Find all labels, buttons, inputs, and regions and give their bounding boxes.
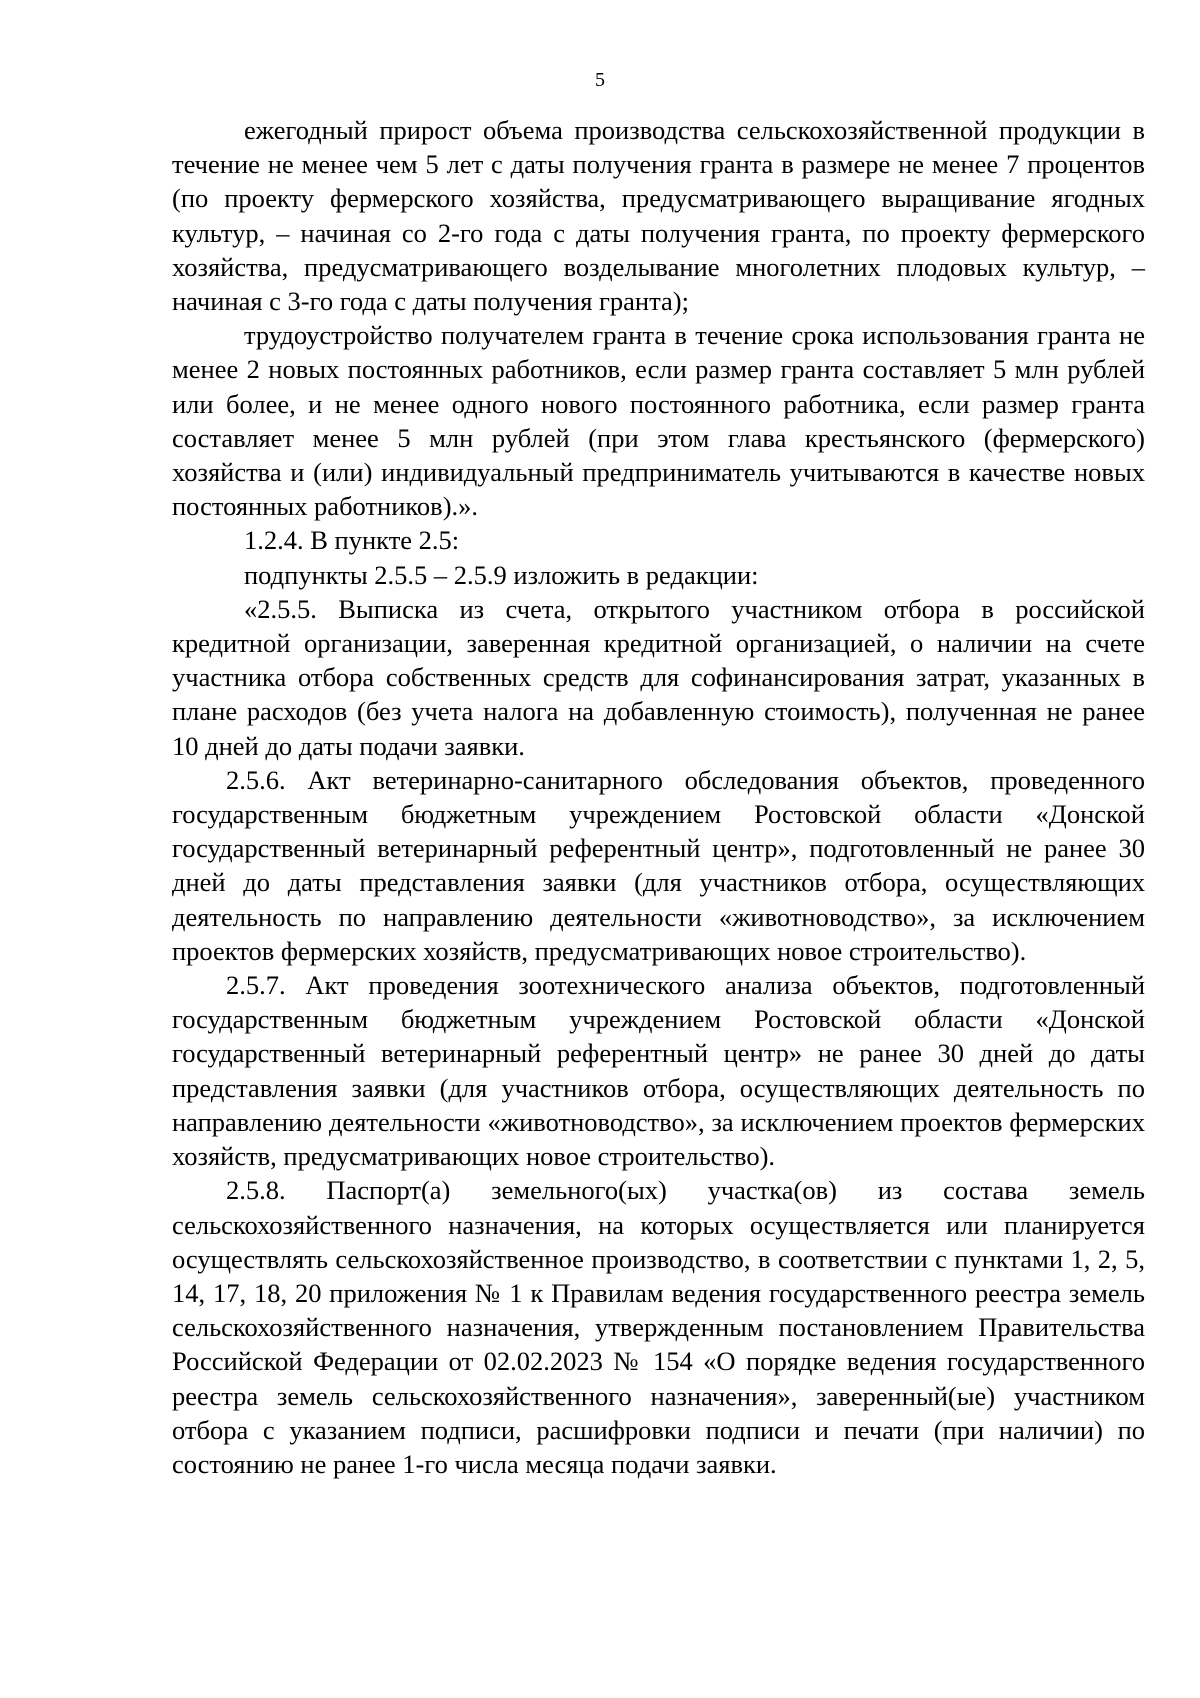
paragraph-clause-2-5-6: 2.5.6. Акт ветеринарно-санитарного обследования объектов, проведенного государственным бюджетным учреждением Ростовской области «Донской государственный ветеринарный референтный центр», подготовленный не ранее 30 дней до даты представления заявки (для участников отбора, осуществляющих деятельность по направлению деятельности «животноводство», за исключением проектов фермерских хозяйств, предусматривающих новое строительство).	[172, 764, 1145, 966]
paragraph-clause-2-5-7: 2.5.7. Акт проведения зоотехнического анализа объектов, подготовленный государственным бюджетным учреждением Ростовской области «Донской государственный ветеринарный референтный центр» не ранее 30 дней до даты представления заявки (для участников отбора, осуществляющих деятельность по направлению деятельности «животноводство», за исключением проектов фермерских хозяйств, предусматривающих новое строительство).	[172, 970, 1145, 1172]
page-number: 5	[595, 69, 605, 91]
document-body	[172, 113, 1145, 1481]
paragraph-clause-2-5-5: «2.5.5. Выписка из счета, открытого участником отбора в российской кредитной организации, заверенная кредитной организацией, о наличии на счете участника отбора собственных средств для софинансирования затрат, указанных в плане расходов (без учета налога на добавленную стоимость), полученная не ранее 10 дней до даты подачи заявки.	[172, 593, 1145, 761]
paragraph-subclauses-intro: подпункты 2.5.5 – 2.5.9 изложить в редакции:	[244, 559, 759, 590]
paragraph-clause-2-5-8: 2.5.8. Паспорт(а) земельного(ых) участка(ов) из состава земель сельскохозяйственного назначения, на которых осуществляется или планируется осуществлять сельскохозяйственное производство, в соответствии с пунктами 1, 2, 5, 14, 17, 18, 20 приложения № 1 к Правилам ведения государственного реестра земель сельскохозяйственного назначения, утвержденным постановлением Правительства Российской Федерации от 02.02.2023 № 154 «О порядке ведения государственного реестра земель сельскохозяйственного назначения», заверенный(ые) участником отбора с указанием подписи, расшифровки подписи и печати (при наличии) по состоянию не ранее 1-го числа месяца подачи заявки.	[172, 1175, 1145, 1479]
paragraph-production-growth: ежегодный прирост объема производства сельскохозяйственной продукции в течение не менее чем 5 лет с даты получения гранта в размере не менее 7 процентов (по проекту фермерского хозяйства, предусматривающего выращивание ягодных культур, – начиная со 2-го года с даты получения гранта, по проекту фермерского хозяйства, предусматривающего возделывание многолетних плодовых культур, – начиная с 3-го года с даты получения гранта);	[172, 115, 1145, 317]
paragraph-clause-1-2-4: 1.2.4. В пункте 2.5:	[244, 525, 460, 556]
paragraph-employment: трудоустройство получателем гранта в течение срока использования гранта не менее 2 новых постоянных работников, если размер гранта составляет 5 млн рублей или более, и не менее одного нового постоянного работника, если размер гранта составляет менее 5 млн рублей (при этом глава крестьянского (фермерского) хозяйства и (или) индивидуальный предприниматель учитываются в качестве новых постоянных работников).».	[172, 320, 1145, 522]
